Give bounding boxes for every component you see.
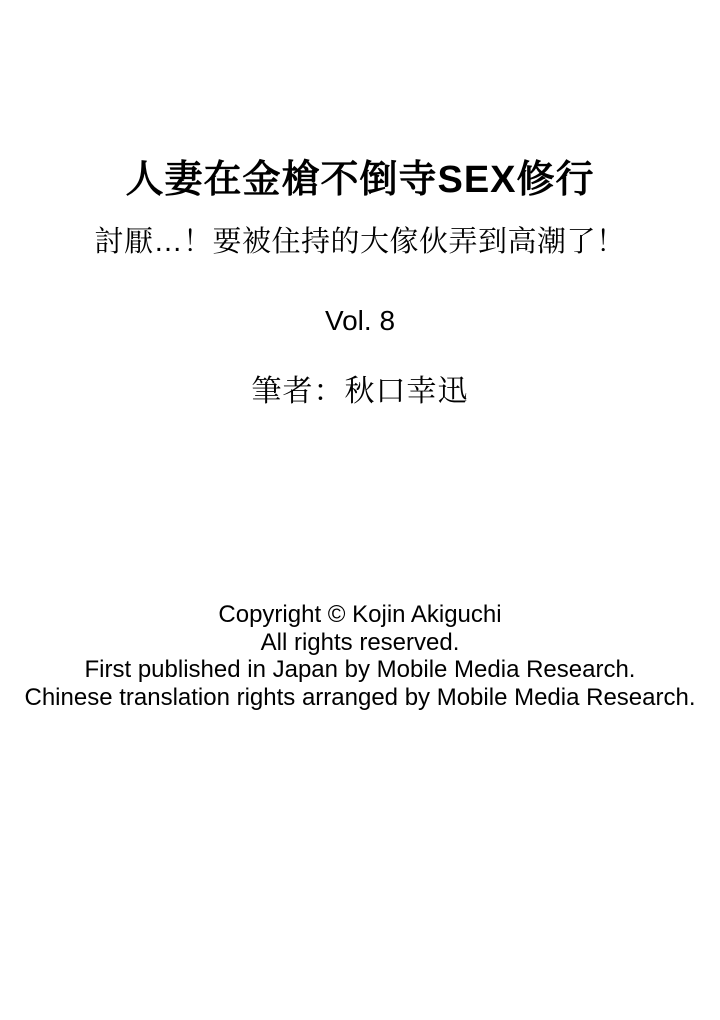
copyright-line-4: Chinese translation rights arranged by Mobile Media Research.: [24, 683, 696, 711]
book-title: 人妻在金槍不倒寺SEX修行: [125, 159, 595, 201]
volume-label: Vol. 8: [324, 305, 396, 336]
book-subtitle: 討厭…！要被住持的大傢伙弄到高潮了！: [94, 226, 626, 258]
copyright-line-3: First published in Japan by Mobile Media Research.: [84, 656, 636, 683]
copyright-line-1: Copyright © Kojin Akiguchi: [218, 601, 502, 628]
copyright-line-2: All rights reserved.: [260, 628, 460, 656]
author-line: 筆者：秋口幸迅: [251, 375, 469, 408]
copyright-block: [0, 601, 720, 711]
